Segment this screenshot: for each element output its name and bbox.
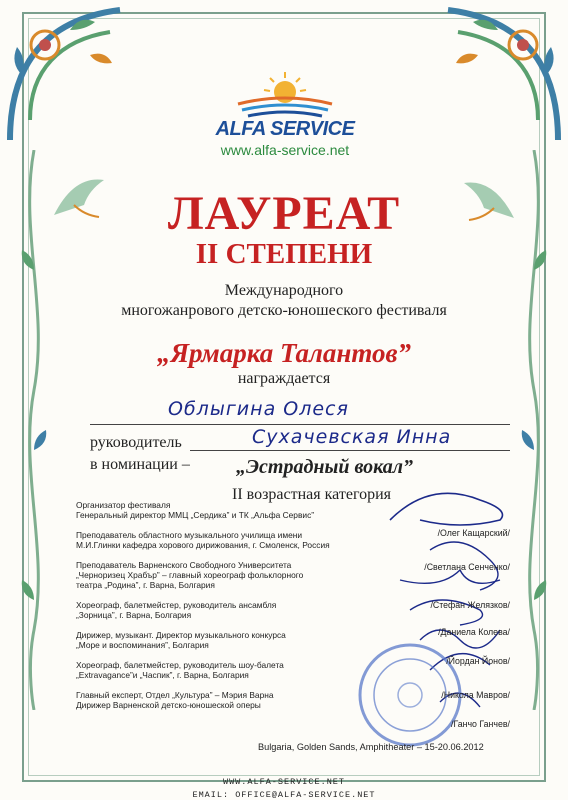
credit-line: театра „Родина”, г. Варна, Болгария [76, 580, 215, 590]
corner-ornament-top-left [0, 0, 150, 150]
signatory-name: /Олег Кащарский/ [437, 528, 510, 538]
festival-line-1: Международного [224, 282, 344, 299]
credit-line: „Зорница”, г. Варна, Болгария [76, 610, 192, 620]
leader-underline [190, 450, 510, 451]
credit-item [76, 600, 376, 620]
credit-line: „Море и воспоминания”, Болгария [76, 640, 209, 650]
credit-line: Преподаватель областного музыкального училища имени [76, 530, 303, 540]
signatory-name: /Никола Мавров/ [441, 690, 510, 700]
age-category: II возрастная категория [232, 486, 392, 503]
credit-item [76, 500, 376, 520]
credit-line: Преподаватель Варненского Свободного Университета [76, 560, 292, 570]
event-location-date: Bulgaria, Golden Sands, Amphitheater – 15-20.06.2012 [258, 742, 484, 752]
credit-line: М.И.Глинки кафедра хорового дирижования, г. Смоленск, Россия [76, 540, 330, 550]
recipient-name: Облыгина Олеся [168, 398, 349, 420]
footer-website: WWW.ALFA-SERVICE.NET [222, 777, 346, 787]
recipient-underline [90, 424, 510, 425]
credit-item [76, 660, 376, 680]
credit-line: „Extravagance”и „Часпик”, г. Варна, Болгария [76, 670, 249, 680]
credit-line: Дирижер, музыкант. Директор музыкального конкурса [76, 630, 286, 640]
credit-item [76, 690, 376, 710]
signatory-name: /Ганчо Ганчев/ [451, 719, 510, 729]
signatory-name: /Йордан Йонов/ [446, 656, 510, 666]
credit-item [76, 630, 376, 650]
nomination-label: в номинации – [90, 456, 190, 473]
signatory-name: /Стефан Желязков/ [430, 600, 510, 610]
sun-waves-icon [230, 70, 340, 122]
signatory-name: /Светлана Сенченко/ [424, 562, 510, 572]
laureate-title: ЛАУРЕАТ [167, 187, 401, 240]
credit-line: Дирижер Варненской детско-юношеской оперы [76, 700, 261, 710]
awarded-text: награждается [237, 370, 331, 387]
degree-title: II СТЕПЕНИ [195, 238, 373, 270]
signatory-name: /Даниела Колева/ [438, 627, 510, 637]
credit-item [76, 560, 376, 590]
credit-line: Главный експерт, Отдел „Культура” – Мэрия Варна [76, 690, 274, 700]
brand-name: ALFA SERVICE [215, 118, 355, 140]
corner-ornament-top-right [418, 0, 568, 150]
credit-item [76, 530, 376, 550]
festival-name: „Ярмарка Талантов” [156, 338, 412, 368]
credit-line: Хореограф, балетмейстер, руководитель ансамбля [76, 600, 277, 610]
alfa-service-logo [200, 70, 370, 158]
footer-email: EMAIL: OFFICE@ALFA-SERVICE.NET [192, 790, 376, 800]
credit-line: Хореограф, балетмейстер, руководитель шоу-балета [76, 660, 284, 670]
leader-label: руководитель [90, 434, 182, 451]
brand-url: www.alfa-service.net [220, 142, 350, 158]
nomination-value: „Эстрадный вокал” [236, 456, 414, 478]
credit-line: Генеральный директор ММЦ „Сердика” и ТК „Альфа Сервис” [76, 510, 315, 520]
credit-line: „Черноризец Храбър” – главный хореограф фольклорного [76, 570, 304, 580]
credits-list [76, 500, 376, 720]
credit-line: Организатор фестиваля [76, 500, 171, 510]
festival-line-2: многожанрового детско-юношеского фестиваля [121, 302, 447, 319]
leader-name: Сухачевская Инна [252, 426, 452, 448]
